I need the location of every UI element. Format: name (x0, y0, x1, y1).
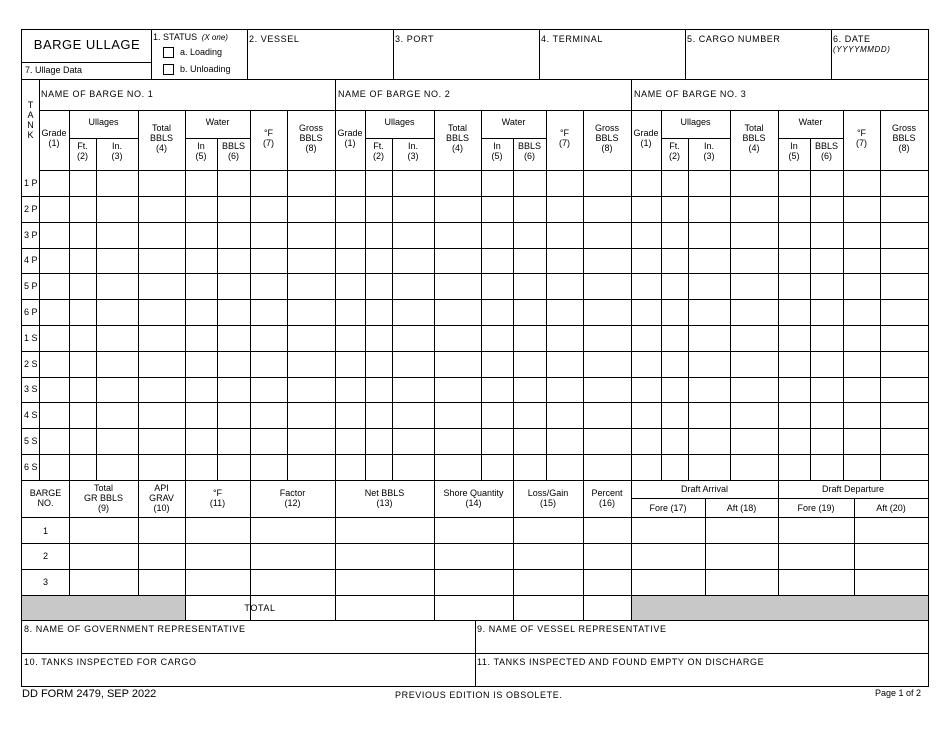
sum-degf (185, 488, 250, 508)
col-gross-label: Gross (298, 123, 323, 133)
sum-shore-label: Shore Quantity (443, 488, 504, 498)
tank-row-label: 6 P (24, 307, 38, 317)
port-field[interactable]: 3. PORT (395, 34, 435, 44)
col-ft-num: (2) (77, 151, 88, 161)
col-degf (546, 128, 583, 148)
col-in (392, 141, 434, 161)
sum-net-bbls (335, 488, 434, 508)
unloading-label: b. Unloading (180, 64, 231, 74)
status-label-text: 1. STATUS (153, 32, 198, 42)
col-degf-num: (7) (263, 138, 274, 148)
sum-aft-20: Aft (20) (876, 503, 906, 513)
col-total-num: (4) (452, 143, 463, 153)
sum-barge-label: BARGE (29, 488, 62, 498)
sum-fore-19: Fore (19) (797, 503, 835, 513)
col-grade-label: Grade (633, 128, 659, 138)
col-in (96, 141, 138, 161)
sum-fore-17: Fore (17) (649, 503, 687, 513)
col-gross-bbls-label: BBLS (595, 133, 619, 143)
barge-3-name[interactable]: NAME OF BARGE NO. 3 (634, 89, 747, 99)
col-gross-bbls-label: BBLS (299, 133, 323, 143)
col-water-in-num: (5) (195, 151, 207, 161)
col-in-label: In. (407, 141, 418, 151)
obsolete-notice: PREVIOUS EDITION IS OBSOLETE. (395, 690, 563, 700)
sum-draft-arrival: Draft Arrival (680, 484, 728, 494)
col-gross-bbls (583, 123, 631, 153)
gov-rep-field[interactable]: 8. NAME OF GOVERNMENT REPRESENTATIVE (24, 624, 246, 634)
col-ft (661, 141, 688, 161)
status-label (153, 32, 228, 42)
sum-api-label2: GRAV (149, 493, 174, 503)
sum-api-num: (10) (153, 503, 170, 513)
form-id: DD FORM 2479, SEP 2022 (22, 688, 157, 700)
col-gross-num: (8) (601, 143, 613, 153)
col-water-bbls-label: BBLS (517, 141, 541, 151)
total-row-shade-left (22, 596, 185, 620)
col-water-in (481, 141, 513, 161)
cargo-number-field[interactable]: 5. CARGO NUMBER (687, 34, 781, 44)
tank-row-label: 1 P (24, 178, 38, 188)
vessel-field[interactable]: 2. VESSEL (249, 34, 300, 44)
tank-row-label: 3 S (24, 384, 38, 394)
col-total-label: Total (744, 123, 764, 133)
col-water-bbls (513, 141, 546, 161)
tank-row-label: 2 S (24, 359, 38, 369)
col-degf-num: (7) (856, 138, 867, 148)
unloading-checkbox[interactable] (163, 64, 174, 75)
col-degf-label: °F (856, 128, 867, 138)
loading-option[interactable] (163, 47, 222, 58)
col-in-num: (3) (111, 151, 123, 161)
loading-checkbox[interactable] (163, 47, 174, 58)
col-water-bbls-label: BBLS (814, 141, 838, 151)
sum-aft-18: Aft (18) (726, 503, 757, 513)
barge-1-name[interactable]: NAME OF BARGE NO. 1 (41, 89, 154, 99)
sum-shore-num: (14) (465, 498, 482, 508)
col-water: Water (501, 117, 526, 127)
col-ft (69, 141, 96, 161)
col-water-in-label: In (197, 141, 205, 151)
col-water-in-label: In (493, 141, 501, 151)
col-grade (335, 128, 365, 148)
total-label: TOTAL (244, 603, 276, 613)
tank-column-header: T A N K (27, 100, 34, 140)
col-total-bbls-label: BBLS (445, 133, 469, 143)
col-water-bbls (217, 141, 250, 161)
sum-barge-no (22, 488, 69, 508)
col-degf-label: °F (263, 128, 274, 138)
total-row-shade-right (632, 596, 928, 620)
sum-total-num: (9) (98, 503, 109, 513)
tanks-empty-field[interactable]: 11. TANKS INSPECTED AND FOUND EMPTY ON DISCHARGE (477, 657, 765, 667)
col-total-bbls (138, 123, 185, 153)
col-total-bbls (730, 123, 778, 153)
sum-net-num: (13) (376, 498, 393, 508)
sum-loss-gain (513, 488, 583, 508)
sum-net-label: Net BBLS (364, 488, 405, 498)
col-degf-num: (7) (559, 138, 570, 148)
col-water-bbls-num: (6) (524, 151, 535, 161)
col-water-in-label: In (790, 141, 798, 151)
col-gross-num: (8) (898, 143, 910, 153)
tank-row-label: 6 S (24, 462, 38, 472)
col-gross-label: Gross (891, 123, 916, 133)
sum-total-gr-bbls (69, 483, 138, 513)
tank-row-label: 3 P (24, 230, 38, 240)
col-ft-num: (2) (669, 151, 680, 161)
barge-ullage-form (21, 29, 929, 687)
col-degf (843, 128, 880, 148)
col-ullages: Ullages (384, 117, 415, 127)
col-ullages: Ullages (680, 117, 711, 127)
col-total-bbls-label: BBLS (742, 133, 766, 143)
sum-loss-label: Loss/Gain (527, 488, 569, 498)
summary-row-number: 2 (42, 551, 48, 561)
col-water-in-num: (5) (491, 151, 503, 161)
summary-row-number: 1 (42, 526, 48, 536)
tank-row-label: 2 P (24, 204, 38, 214)
form-title: BARGE ULLAGE (33, 37, 141, 52)
sum-loss-num: (15) (539, 498, 556, 508)
col-gross-bbls (287, 123, 335, 153)
unloading-option[interactable] (163, 64, 231, 75)
col-water-bbls (810, 141, 843, 161)
col-gross-bbls-label: BBLS (892, 133, 916, 143)
sum-barge-label2: NO. (37, 498, 54, 508)
col-grade-label: Grade (337, 128, 363, 138)
col-grade-num: (1) (48, 138, 60, 148)
col-total-num: (4) (748, 143, 760, 153)
date-field[interactable] (833, 34, 928, 54)
sum-total-label2: GR BBLS (83, 493, 123, 503)
tank-row-label: 5 P (24, 281, 38, 291)
col-gross-num: (8) (305, 143, 317, 153)
loading-label: a. Loading (180, 47, 223, 57)
barge-2-name[interactable]: NAME OF BARGE NO. 2 (338, 89, 451, 99)
status-hint: (X one) (201, 33, 228, 42)
sum-factor (250, 488, 335, 508)
sum-api-grav (138, 483, 185, 513)
col-total-bbls-label: BBLS (149, 133, 173, 143)
col-total-bbls (434, 123, 481, 153)
col-ft-label: Ft. (669, 141, 680, 151)
tank-row-label: 4 S (24, 410, 38, 420)
col-gross-bbls (880, 123, 928, 153)
col-water-in (778, 141, 810, 161)
col-water-in (185, 141, 217, 161)
terminal-field[interactable]: 4. TERMINAL (541, 34, 603, 44)
col-gross-label: Gross (594, 123, 619, 133)
col-ullages: Ullages (88, 117, 119, 127)
sum-degf-label: °F (212, 488, 223, 498)
col-grade-num: (1) (344, 138, 356, 148)
vessel-rep-field[interactable]: 9. NAME OF VESSEL REPRESENTATIVE (477, 624, 667, 634)
sum-degf-num: (11) (209, 498, 226, 508)
sum-shore-quantity (434, 488, 513, 508)
col-total-label: Total (447, 123, 467, 133)
col-grade-label: Grade (41, 128, 67, 138)
col-in (688, 141, 730, 161)
col-ft-num: (2) (373, 151, 384, 161)
col-in-label: In. (703, 141, 714, 151)
tanks-cargo-field[interactable]: 10. TANKS INSPECTED FOR CARGO (24, 657, 197, 667)
col-ft-label: Ft. (77, 141, 88, 151)
col-in-num: (3) (703, 151, 715, 161)
page-number: Page 1 of 2 (875, 688, 922, 698)
sum-percent-num: (16) (598, 498, 615, 508)
sum-factor-label: Factor (279, 488, 306, 498)
date-label: 6. DATE (833, 34, 871, 44)
sum-total-label: Total (93, 483, 113, 493)
col-degf-label: °F (559, 128, 570, 138)
col-ft (365, 141, 392, 161)
col-water-bbls-num: (6) (228, 151, 239, 161)
col-grade-num: (1) (640, 138, 652, 148)
ullage-data-label: 7. Ullage Data (25, 65, 83, 75)
sum-factor-num: (12) (284, 498, 301, 508)
col-water: Water (798, 117, 823, 127)
col-water: Water (205, 117, 230, 127)
sum-percent (583, 488, 631, 508)
summary-row-number: 3 (42, 577, 48, 587)
col-in-num: (3) (407, 151, 419, 161)
col-total-label: Total (151, 123, 171, 133)
col-grade (39, 128, 69, 148)
col-water-bbls-num: (6) (821, 151, 832, 161)
col-grade (631, 128, 661, 148)
col-ft-label: Ft. (373, 141, 384, 151)
tank-row-label: 5 S (24, 436, 38, 446)
tank-row-label: 4 P (24, 255, 38, 265)
col-water-bbls-label: BBLS (221, 141, 245, 151)
sum-api-label: API (154, 483, 169, 493)
sum-percent-label: Percent (591, 488, 623, 498)
date-hint: (YYYYMMDD) (833, 45, 891, 54)
col-total-num: (4) (156, 143, 167, 153)
col-water-in-num: (5) (788, 151, 800, 161)
tank-row-label: 1 S (24, 333, 38, 343)
col-degf (250, 128, 287, 148)
sum-draft-departure: Draft Departure (821, 484, 885, 494)
col-in-label: In. (111, 141, 122, 151)
